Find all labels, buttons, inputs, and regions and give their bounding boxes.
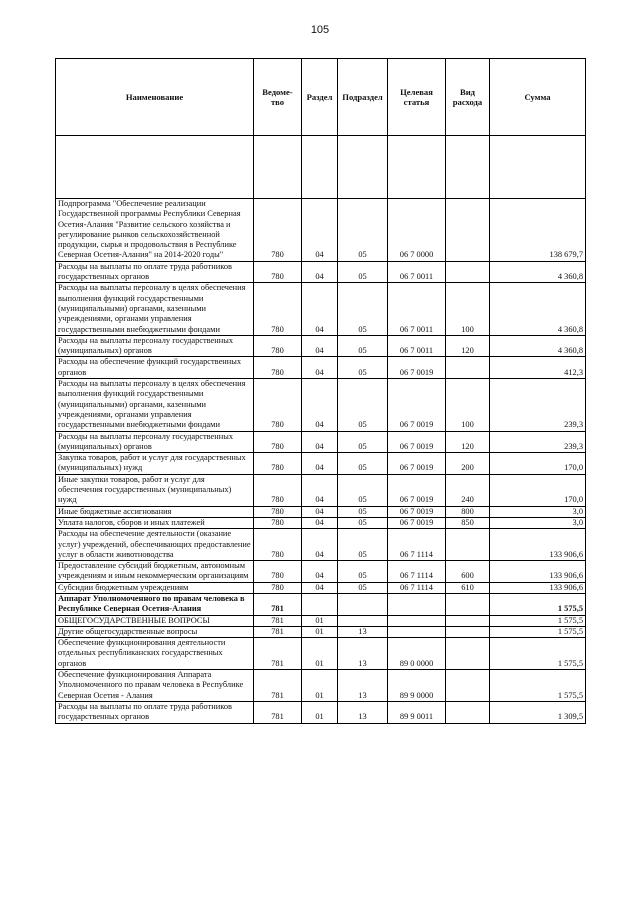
cell-type: 120 [446,431,490,453]
cell-dept: 780 [254,529,302,561]
cell-subsection: 13 [338,626,388,637]
cell-subsection [338,593,388,615]
cell-target: 06 7 0011 [388,261,446,283]
table-row [56,626,586,637]
cell-dept: 780 [254,561,302,583]
cell-type: 100 [446,379,490,431]
cell-section: 04 [302,379,338,431]
cell-dept: 780 [254,199,302,262]
cell-subsection: 05 [338,517,388,528]
table-row [56,561,586,583]
cell-name: Уплата налогов, сборов и иных платежей [56,517,254,528]
table-row [56,582,586,593]
table-row [56,670,586,702]
cell-type [446,199,490,262]
cell-sum: 138 679,7 [490,199,586,262]
table-row [56,701,586,723]
cell-name: Расходы на обеспечение функций государственных органов [56,357,254,379]
cell-section: 01 [302,701,338,723]
cell-target: 89 9 0011 [388,701,446,723]
cell-target: 06 7 0011 [388,283,446,335]
cell-dept: 781 [254,626,302,637]
cell-subsection: 05 [338,453,388,475]
cell-sum: 1 575,5 [490,638,586,670]
cell-name: Другие общегосударственные вопросы [56,626,254,637]
cell-sum: 1 575,5 [490,670,586,702]
cell-subsection: 05 [338,529,388,561]
cell-dept: 780 [254,283,302,335]
cell-sum: 1 309,5 [490,701,586,723]
cell-sum: 170,0 [490,474,586,506]
cell-type: 240 [446,474,490,506]
cell-type [446,593,490,615]
cell-target: 06 7 0000 [388,199,446,262]
cell-dept: 780 [254,582,302,593]
cell-dept: 780 [254,379,302,431]
cell-subsection: 05 [338,357,388,379]
cell-section: 01 [302,626,338,637]
cell-dept: 781 [254,701,302,723]
cell-dept: 780 [254,261,302,283]
cell-section: 04 [302,529,338,561]
cell-dept: 780 [254,474,302,506]
cell-target: 06 7 1114 [388,561,446,583]
cell-sum: 3,0 [490,517,586,528]
cell-target: 06 7 0019 [388,379,446,431]
cell-target: 06 7 1114 [388,529,446,561]
cell-subsection: 13 [338,638,388,670]
cell-subsection: 05 [338,506,388,517]
cell-name: Расходы на выплаты персоналу государственных (муниципальных) органов [56,335,254,357]
cell-sum: 1 575,5 [490,615,586,626]
cell-section: 01 [302,670,338,702]
cell-section: 04 [302,561,338,583]
cell-section: 04 [302,453,338,475]
cell-subsection: 05 [338,335,388,357]
table-row [56,357,586,379]
col-header-sum: Сумма [490,59,586,136]
table-row [56,379,586,431]
cell-sum: 4 360,8 [490,283,586,335]
cell-target [388,593,446,615]
table-row [56,638,586,670]
cell-section: 04 [302,357,338,379]
table-row [56,506,586,517]
table-row [56,474,586,506]
col-header-target: Целевая статья [388,59,446,136]
col-header-section: Раздел [302,59,338,136]
cell-sum: 133 906,6 [490,582,586,593]
cell-name: Подпрограмма "Обеспечение реализации Государственной программы Республики Северная Осетия-Алания "Развитие сельского хозяйства и регулирование рынков сельскохозяйственной продукции, сырья и продовольствия в Республике Северная Осетия-Алания" на 2014-2020 годы" [56,199,254,262]
cell-sum: 1 575,5 [490,593,586,615]
cell-target: 06 7 1114 [388,582,446,593]
cell-name: Предоставление субсидий бюджетным, автономным учреждениям и иным некоммерческим организациям [56,561,254,583]
cell-section: 04 [302,335,338,357]
cell-name: Расходы на выплаты по оплате труда работников государственных органов [56,261,254,283]
cell-name: Закупка товаров, работ и услуг для государственных (муниципальных) нужд [56,453,254,475]
cell-section: 04 [302,431,338,453]
cell-name: Обеспечение функционирования деятельности отдельных республиканских государственных органов [56,638,254,670]
cell-section: 04 [302,506,338,517]
cell-subsection: 05 [338,431,388,453]
cell-sum: 4 360,8 [490,335,586,357]
cell-name: Аппарат Уполномоченного по правам человека в Республике Северная Осетия-Алания [56,593,254,615]
cell-type [446,615,490,626]
cell-sum: 133 906,6 [490,529,586,561]
table-row [56,529,586,561]
cell-type [446,638,490,670]
table-row [56,261,586,283]
table-row [56,453,586,475]
cell-dept: 781 [254,593,302,615]
cell-section [302,593,338,615]
cell-type [446,357,490,379]
budget-table [55,58,586,724]
table-row [56,431,586,453]
cell-target: 06 7 0011 [388,335,446,357]
cell-sum: 3,0 [490,506,586,517]
cell-dept: 780 [254,453,302,475]
cell-subsection: 05 [338,474,388,506]
col-header-name: Наименование [56,59,254,136]
cell-dept: 781 [254,638,302,670]
cell-name: Расходы на выплаты по оплате труда работников государственных органов [56,701,254,723]
cell-type [446,701,490,723]
cell-name: ОБЩЕГОСУДАРСТВЕННЫЕ ВОПРОСЫ [56,615,254,626]
cell-name: Иные бюджетные ассигнования [56,506,254,517]
header-row [56,59,586,136]
cell-type: 800 [446,506,490,517]
cell-type [446,529,490,561]
cell-type: 850 [446,517,490,528]
cell-name: Иные закупки товаров, работ и услуг для обеспечения государственных (муниципальных) нужд [56,474,254,506]
cell-target: 06 7 0019 [388,517,446,528]
cell-target: 06 7 0019 [388,431,446,453]
cell-name: Расходы на выплаты персоналу в целях обеспечения выполнения функций государственными (муниципальными) органами, казенными учреждениями, органами управления государственными внебюджетными фондами [56,379,254,431]
cell-sum: 133 906,6 [490,561,586,583]
cell-sum: 4 360,8 [490,261,586,283]
cell-target: 06 7 0019 [388,453,446,475]
cell-dept: 780 [254,431,302,453]
cell-subsection: 05 [338,582,388,593]
cell-type: 200 [446,453,490,475]
cell-sum: 412,3 [490,357,586,379]
cell-type: 610 [446,582,490,593]
cell-sum: 1 575,5 [490,626,586,637]
cell-type: 600 [446,561,490,583]
col-header-expense-type: Вид расхода [446,59,490,136]
cell-sum: 239,3 [490,379,586,431]
cell-section: 04 [302,283,338,335]
cell-dept: 781 [254,615,302,626]
cell-section: 04 [302,582,338,593]
cell-subsection: 05 [338,561,388,583]
table-row [56,283,586,335]
col-header-subsection: Подраздел [338,59,388,136]
cell-subsection: 05 [338,199,388,262]
page-number: 105 [310,24,330,36]
cell-target: 06 7 0019 [388,506,446,517]
cell-section: 01 [302,638,338,670]
cell-subsection: 13 [338,701,388,723]
cell-dept: 780 [254,357,302,379]
cell-sum: 170,0 [490,453,586,475]
cell-subsection: 05 [338,379,388,431]
cell-name: Расходы на обеспечение деятельности (оказание услуг) учреждений, обеспечивающих предоставление услуг в области животноводства [56,529,254,561]
cell-target: 89 9 0000 [388,670,446,702]
cell-section: 04 [302,261,338,283]
cell-dept: 780 [254,506,302,517]
cell-name: Расходы на выплаты персоналу в целях обеспечения выполнения функций государственными (муниципальными) органами, казенными учреждениями, органами управления государственными внебюджетными фондами [56,283,254,335]
cell-type [446,670,490,702]
cell-target: 89 0 0000 [388,638,446,670]
table-row [56,335,586,357]
cell-type [446,261,490,283]
cell-name: Субсидии бюджетным учреждениям [56,582,254,593]
cell-type: 100 [446,283,490,335]
cell-target [388,615,446,626]
cell-section: 04 [302,474,338,506]
cell-section: 04 [302,199,338,262]
cell-section: 01 [302,615,338,626]
cell-section: 04 [302,517,338,528]
cell-subsection: 13 [338,670,388,702]
cell-subsection [338,615,388,626]
cell-name: Обеспечение функционирования Аппарата Уполномоченного по правам человека в Республике Северная Осетия - Алания [56,670,254,702]
table-row [56,593,586,615]
cell-target: 06 7 0019 [388,474,446,506]
spacer-row [56,136,586,199]
cell-type: 120 [446,335,490,357]
table-row [56,615,586,626]
cell-target [388,626,446,637]
col-header-dept: Ведоме-тво [254,59,302,136]
cell-type [446,626,490,637]
table-row [56,199,586,262]
table-row [56,517,586,528]
cell-subsection: 05 [338,261,388,283]
cell-dept: 781 [254,670,302,702]
cell-target: 06 7 0019 [388,357,446,379]
cell-name: Расходы на выплаты персоналу государственных (муниципальных) органов [56,431,254,453]
cell-sum: 239,3 [490,431,586,453]
cell-subsection: 05 [338,283,388,335]
cell-dept: 780 [254,335,302,357]
cell-dept: 780 [254,517,302,528]
